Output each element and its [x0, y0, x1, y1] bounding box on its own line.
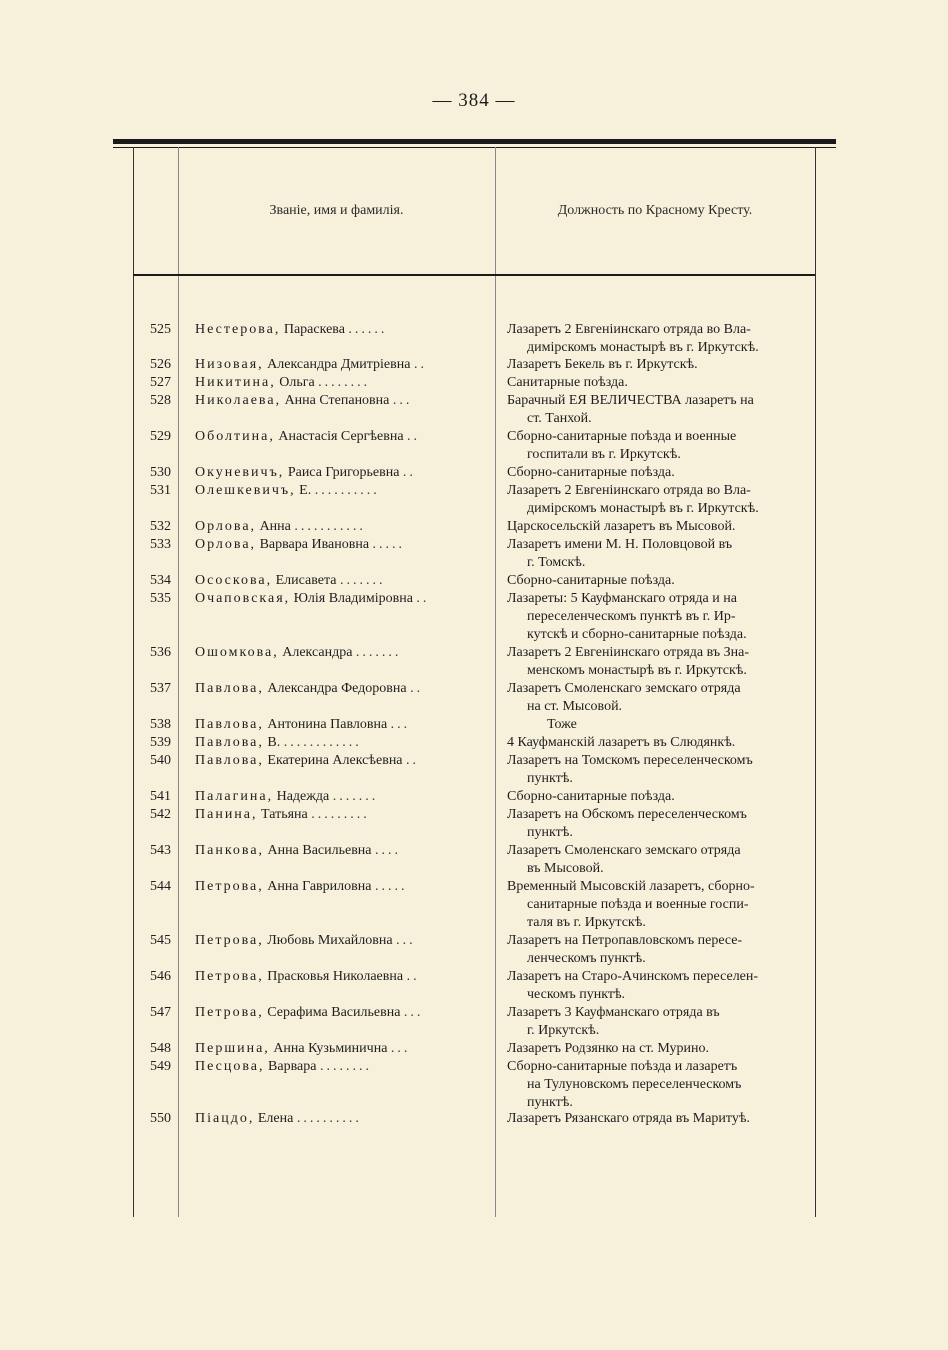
duty-line: 4 Кауфманскій лазаретъ въ Слюдянкѣ.	[507, 735, 736, 750]
surname: Петрова,	[195, 879, 264, 894]
leader-dots: ..	[406, 753, 420, 768]
leader-dots: .....	[374, 879, 408, 894]
duty-line: г. Томскѣ.	[527, 555, 586, 570]
surname: Ососкова,	[195, 573, 273, 588]
surname: Орлова,	[195, 537, 257, 552]
duty-line: госпитали въ г. Иркутскѣ.	[527, 447, 681, 462]
leader-dots: ...	[396, 933, 416, 948]
duty-line: Сборно-санитарные поѣзда и военные	[507, 429, 737, 444]
person-name	[195, 932, 495, 950]
duty-line: Сборно-санитарные поѣзда.	[507, 573, 675, 588]
given-name: В.	[263, 735, 284, 750]
row-number: 549	[150, 1059, 171, 1074]
row-number: 531	[150, 483, 171, 498]
person-name	[195, 644, 495, 662]
duty-description	[507, 572, 807, 590]
leader-dots: .......	[332, 789, 379, 804]
header-rule	[133, 274, 815, 276]
given-name: Надежда	[273, 789, 333, 804]
duty-line: Лазаретъ на Петропавловскомъ пересе-	[507, 933, 743, 948]
given-name: Ольга	[275, 375, 319, 390]
surname: Павлова,	[195, 735, 264, 750]
given-name: Александра	[278, 645, 356, 660]
duty-description	[507, 374, 807, 392]
person-name	[195, 482, 495, 500]
duty-line: ст. Танхой.	[527, 411, 592, 426]
duty-line: Лазаретъ Смоленскаго земскаго отряда	[507, 681, 741, 696]
surname: Окуневичъ,	[195, 465, 285, 480]
given-name: Серафима Васильевна	[263, 1005, 404, 1020]
row-number: 536	[150, 645, 171, 660]
right-border	[815, 147, 816, 1217]
duty-line: Царскосельскій лазаретъ въ Мысовой.	[507, 519, 736, 534]
duty-description	[507, 1004, 807, 1040]
person-name	[195, 374, 495, 392]
row-number: 527	[150, 375, 171, 390]
leader-dots: ..	[407, 429, 421, 444]
duty-line: Лазаретъ Родзянко на ст. Мурино.	[507, 1041, 709, 1056]
duty-line: Лазаретъ 3 Кауфманскаго отряда въ	[507, 1005, 720, 1020]
person-name	[195, 536, 495, 554]
row-number: 528	[150, 393, 171, 408]
given-name: Е.	[295, 483, 315, 498]
duty-line: Сборно-санитарные поѣзда и лазаретъ	[507, 1059, 738, 1074]
person-name	[195, 806, 495, 824]
duty-line: Сборно-санитарные поѣзда.	[507, 465, 675, 480]
duty-line: Лазаретъ 2 Евгеніинскаго отряда во Вла-	[507, 322, 751, 337]
surname: Николаева,	[195, 393, 282, 408]
duty-description	[507, 644, 807, 680]
leader-dots: .........	[311, 807, 370, 822]
duty-line: Лазаретъ 2 Евгеніинскаго отряда въ Зна-	[507, 645, 749, 660]
duty-line: Барачный ЕЯ ВЕЛИЧЕСТВА лазаретъ на	[507, 393, 754, 408]
person-name	[195, 752, 495, 770]
person-name	[195, 1040, 495, 1058]
number-column-divider	[178, 147, 179, 1217]
leader-dots: ...	[390, 1041, 411, 1056]
duty-description	[507, 464, 807, 482]
duty-line: Лазаретъ Смоленскаго земскаго отряда	[507, 843, 741, 858]
given-name: Екатерина Алексѣевна	[263, 753, 407, 768]
row-number: 534	[150, 573, 171, 588]
leader-dots: .....	[372, 537, 406, 552]
person-name	[195, 590, 495, 608]
duty-description	[507, 734, 807, 752]
row-number: 548	[150, 1041, 171, 1056]
row-number: 547	[150, 1005, 171, 1020]
person-name	[195, 518, 495, 536]
row-number: 544	[150, 879, 171, 894]
duty-line: пунктѣ.	[527, 825, 573, 840]
surname: Павлова,	[195, 717, 264, 732]
duty-line: Лазаретъ на Старо-Ачинскомъ переселен-	[507, 969, 759, 984]
row-number: 529	[150, 429, 171, 444]
duty-line: Лазаретъ на Томскомъ переселенческомъ	[507, 753, 753, 768]
surname: Піацдо,	[195, 1111, 255, 1126]
duty-description	[507, 1040, 807, 1058]
given-name: Варвара Ивановна	[256, 537, 373, 552]
duty-line: пунктѣ.	[527, 1095, 573, 1110]
leader-dots: ...........	[294, 519, 366, 534]
duty-description	[507, 680, 807, 716]
given-name: Елисавета	[272, 573, 340, 588]
surname: Павлова,	[195, 681, 264, 696]
row-number: 543	[150, 843, 171, 858]
person-name	[195, 734, 495, 752]
duty-line: менскомъ монастырѣ въ г. Иркутскѣ.	[527, 663, 747, 678]
surname: Очаповская,	[195, 591, 291, 606]
leader-dots: ...	[403, 1005, 424, 1020]
person-name	[195, 716, 495, 734]
leader-dots: ..	[406, 969, 420, 984]
duty-line: въ Мысовой.	[527, 861, 604, 876]
duty-description	[507, 878, 807, 932]
duty-line: Лазаретъ Бекель въ г. Иркутскѣ.	[507, 357, 698, 372]
person-name	[195, 878, 495, 896]
duty-line: Лазаретъ на Обскомъ переселенческомъ	[507, 807, 747, 822]
person-name	[195, 1110, 495, 1128]
duty-line: Лазаретъ Рязанскаго отряда въ Маритуѣ.	[507, 1111, 750, 1126]
given-name: Любовь Михайловна	[263, 933, 397, 948]
row-number: 545	[150, 933, 171, 948]
duty-line: Тоже	[547, 717, 577, 732]
leader-dots: ........	[319, 1059, 372, 1074]
top-thin-rule	[113, 147, 836, 148]
duty-line: пунктѣ.	[527, 771, 573, 786]
leader-dots: ..	[416, 591, 430, 606]
given-name: Анна Кузьминична	[269, 1041, 391, 1056]
surname: Оболтина,	[195, 429, 275, 444]
row-number: 530	[150, 465, 171, 480]
leader-dots: ........	[318, 375, 371, 390]
duty-line: Лазаретъ 2 Евгеніинскаго отряда во Вла-	[507, 483, 751, 498]
given-name: Анна	[256, 519, 295, 534]
leader-dots: ..	[410, 681, 424, 696]
surname: Петрова,	[195, 933, 264, 948]
given-name: Александра Дмитріевна	[263, 357, 414, 372]
leader-dots: ..........	[296, 1111, 362, 1126]
row-number: 546	[150, 969, 171, 984]
duty-line: г. Иркутскѣ.	[527, 1023, 600, 1038]
row-number: 533	[150, 537, 171, 552]
duty-line: Лазареты: 5 Кауфманскаго отряда и на	[507, 591, 737, 606]
person-name	[195, 680, 495, 698]
person-name	[195, 321, 495, 339]
person-name	[195, 842, 495, 860]
row-number: 535	[150, 591, 171, 606]
header-duty: Должность по Красному Кресту.	[557, 203, 753, 218]
header-name: Званіе, имя и фамилія.	[269, 203, 404, 218]
given-name: Анна Васильевна	[264, 843, 376, 858]
duty-description	[507, 536, 807, 572]
surname: Песцова,	[195, 1059, 265, 1074]
given-name: Варвара	[264, 1059, 320, 1074]
duty-description	[507, 321, 807, 357]
duty-line: Санитарные поѣзда.	[507, 375, 628, 390]
duty-description	[507, 518, 807, 536]
surname: Низовая,	[195, 357, 264, 372]
leader-dots: ............	[283, 735, 362, 750]
duty-description	[507, 752, 807, 788]
duty-description	[507, 392, 807, 428]
given-name: Елена	[254, 1111, 297, 1126]
duty-line: на Тулуновскомъ переселенческомъ	[527, 1077, 742, 1092]
person-name	[195, 572, 495, 590]
leader-dots: ....	[375, 843, 402, 858]
duty-line: димірскомъ монастырѣ въ г. Иркутскѣ.	[527, 340, 759, 355]
duty-line: кутскѣ и сборно-санитарные поѣзда.	[527, 627, 747, 642]
leader-dots: .......	[355, 645, 402, 660]
surname: Панина,	[195, 807, 258, 822]
surname: Орлова,	[195, 519, 257, 534]
surname: Першина,	[195, 1041, 270, 1056]
surname: Петрова,	[195, 1005, 264, 1020]
row-number: 538	[150, 717, 171, 732]
duty-description	[507, 842, 807, 878]
leader-dots: ......	[348, 322, 388, 337]
person-name	[195, 968, 495, 986]
duty-description	[507, 482, 807, 518]
duty-line: димірскомъ монастырѣ въ г. Иркутскѣ.	[527, 501, 759, 516]
row-number: 526	[150, 357, 171, 372]
duty-description	[507, 788, 807, 806]
row-number: 539	[150, 735, 171, 750]
duty-description	[507, 1058, 807, 1112]
given-name: Анна Степановна	[281, 393, 393, 408]
duty-line: ленческомъ пунктѣ.	[527, 951, 646, 966]
row-number: 542	[150, 807, 171, 822]
person-name	[195, 464, 495, 482]
given-name: Татьяна	[257, 807, 312, 822]
given-name: Анна Гавриловна	[263, 879, 375, 894]
given-name: Прасковья Николаевна	[263, 969, 407, 984]
surname: Павлова,	[195, 753, 264, 768]
duty-line: санитарные поѣзда и военные госпи-	[527, 897, 749, 912]
duty-line: Лазаретъ имени М. Н. Половцовой въ	[507, 537, 733, 552]
surname: Нестерова,	[195, 322, 281, 337]
leader-dots: ...	[390, 717, 411, 732]
duty-line: ческомъ пунктѣ.	[527, 987, 626, 1002]
row-number: 550	[150, 1111, 171, 1126]
leader-dots: .......	[340, 573, 386, 588]
person-name	[195, 428, 495, 446]
duty-description	[507, 590, 807, 644]
duty-column-divider	[495, 147, 496, 1217]
surname: Панкова,	[195, 843, 265, 858]
given-name: Раиса Григорьевна	[284, 465, 403, 480]
row-number: 525	[150, 322, 171, 337]
duty-line: на ст. Мысовой.	[527, 699, 623, 714]
duty-description	[507, 428, 807, 464]
duty-line: переселенческомъ пунктѣ въ г. Ир-	[527, 609, 736, 624]
given-name: Юлія Владиміровна	[290, 591, 417, 606]
duty-line: таля въ г. Иркутскѣ.	[527, 915, 646, 930]
surname: Олешкевичъ,	[195, 483, 296, 498]
duty-description	[507, 1110, 807, 1128]
person-name	[195, 356, 495, 374]
duty-line: Сборно-санитарные поѣзда.	[507, 789, 675, 804]
given-name: Анастасія Сергѣевна	[274, 429, 408, 444]
surname: Никитина,	[195, 375, 276, 390]
duty-description	[507, 932, 807, 968]
duty-line: Временный Мысовскій лазаретъ, сборно-	[507, 879, 755, 894]
duty-description	[507, 356, 807, 374]
row-number: 541	[150, 789, 171, 804]
person-name	[195, 1058, 495, 1076]
row-number: 532	[150, 519, 171, 534]
surname: Ошомкова,	[195, 645, 279, 660]
given-name: Александра Федоровна	[263, 681, 411, 696]
person-name	[195, 788, 495, 806]
row-number: 540	[150, 753, 171, 768]
given-name: Параскева	[280, 322, 349, 337]
row-number: 537	[150, 681, 171, 696]
surname: Петрова,	[195, 969, 264, 984]
duty-description	[507, 806, 807, 842]
person-name	[195, 1004, 495, 1022]
page-number: — 384 —	[432, 90, 516, 111]
person-name	[195, 392, 495, 410]
leader-dots: ..........	[314, 483, 380, 498]
top-thick-rule	[113, 139, 836, 144]
given-name: Антонина Павловна	[263, 717, 391, 732]
leader-dots: ..	[413, 357, 427, 372]
leader-dots: ..	[402, 465, 416, 480]
surname: Палагина,	[195, 789, 274, 804]
duty-description	[507, 716, 807, 734]
leader-dots: ...	[392, 393, 413, 408]
duty-description	[507, 968, 807, 1004]
